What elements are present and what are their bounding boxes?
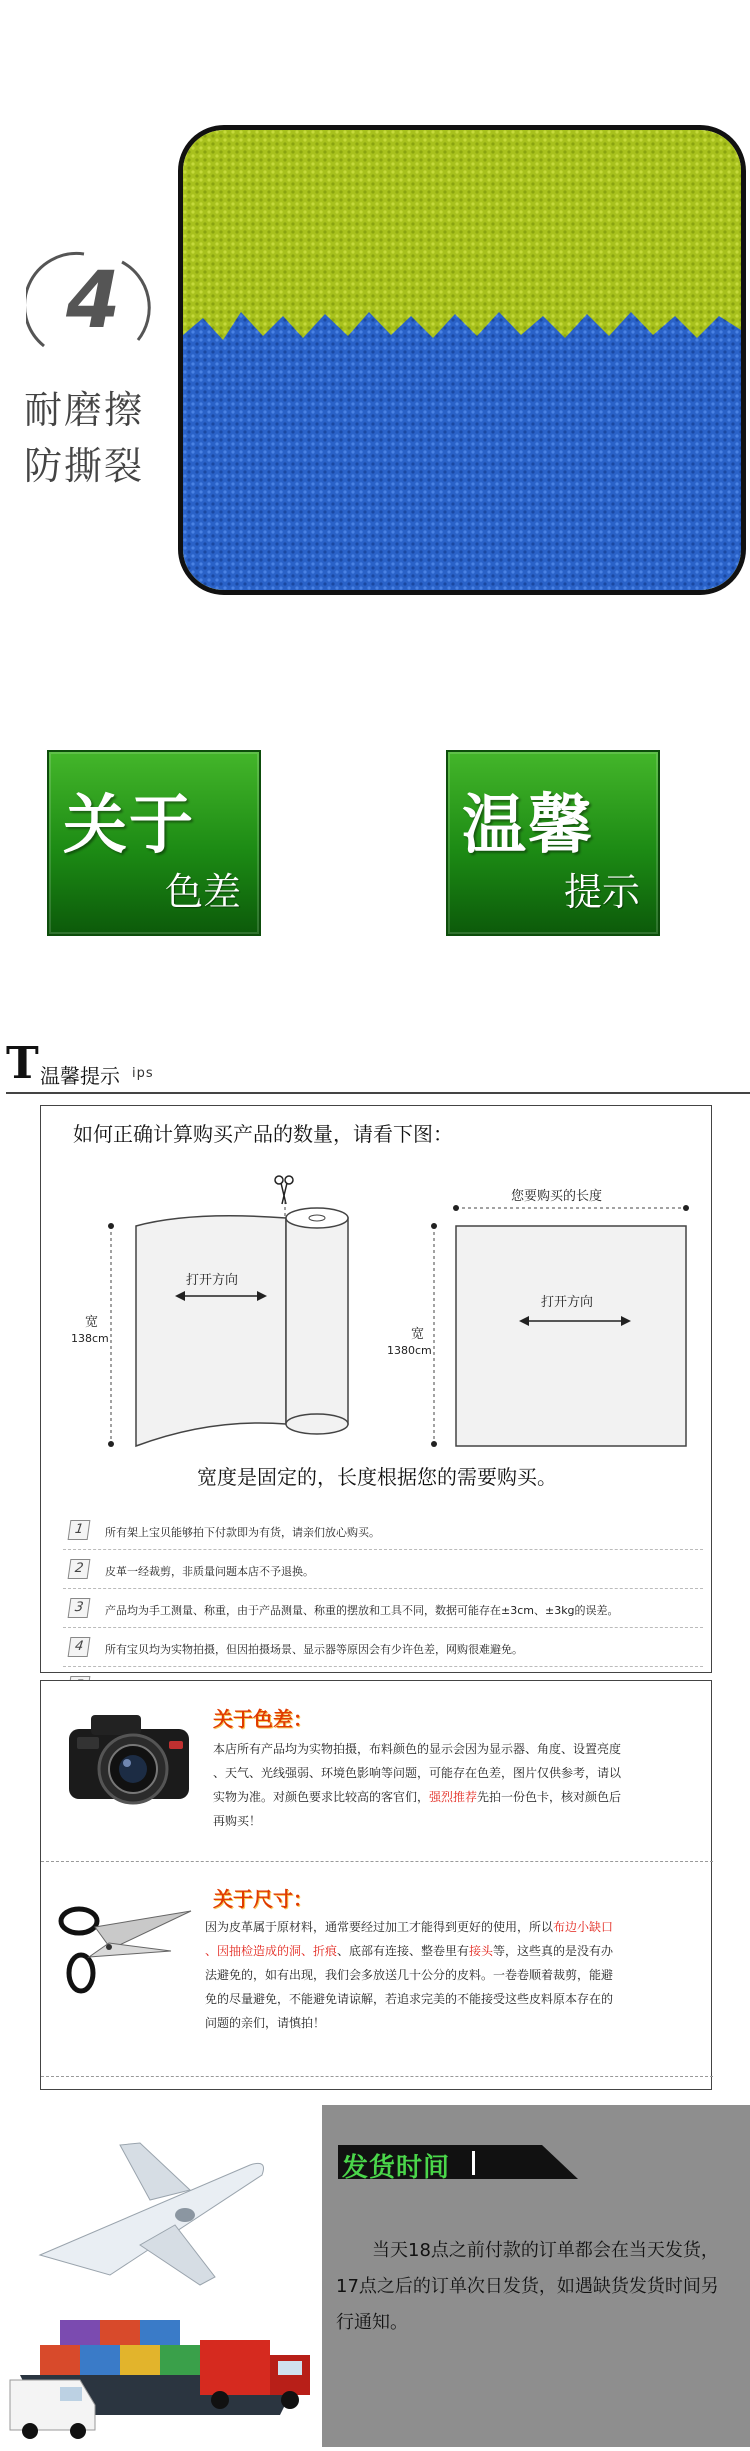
scissors-icon (51, 1891, 201, 2001)
width-label-right: 宽 (411, 1327, 425, 1342)
color-diff-banner-subtitle: 色差 (164, 870, 241, 914)
color-line-3b: 先拍一份色卡，核对颜色后 (477, 1790, 622, 1804)
color-section-title: 关于色差： (213, 1707, 313, 1731)
fabric-sample-image (178, 125, 746, 595)
color-line-3 (213, 1785, 703, 1809)
divider (6, 1092, 750, 1094)
measurement-question: 如何正确计算购买产品的数量，请看下图： (73, 1122, 453, 1146)
size-highlight-3: 接头 (469, 1944, 494, 1958)
strong-recommend-highlight: 强烈推荐 (429, 1790, 478, 1804)
shipping-section (0, 2105, 750, 2447)
title-cursor-decoration (472, 2151, 475, 2175)
feature-line-1: 耐磨擦 (24, 388, 145, 432)
divider (41, 1861, 713, 1862)
size-line-2c: 等，这些真的是没有办 (493, 1944, 614, 1958)
size-line-3: 法避免的，如有出现，我们会多放送几十公分的皮料。一卷卷顺着裁剪，能避 (205, 1968, 614, 1982)
size-line-1 (205, 1915, 705, 1939)
color-size-info-box (40, 1680, 712, 2090)
note-text: 皮革一经裁剪，非质量问题本店不予退换。 (105, 1565, 314, 1578)
airplane-icon (40, 2143, 264, 2285)
color-section-body (213, 1737, 703, 1833)
note-text: 所有架上宝贝能够拍下付款即为有货，请亲们放心购买。 (105, 1526, 380, 1539)
shipping-title: 发货时间 (342, 2153, 451, 2183)
list-item (63, 1633, 703, 1667)
width-value-right: 1380cm (387, 1344, 432, 1357)
van-icon (10, 2380, 95, 2439)
feature-number-badge (26, 250, 154, 362)
width-fixed-note: 宽度是固定的，长度根据您的需要购买。 (197, 1465, 557, 1489)
size-section-body (205, 1915, 705, 2035)
note-number: 3 (68, 1598, 91, 1618)
color-diff-banner (47, 750, 261, 936)
note-text: 产品均为手工测量、称重，由于产品测量、称重的摆放和工具不同，数据可能存在±3cm、±3kg的误差。 (105, 1604, 619, 1617)
list-item (63, 1594, 703, 1628)
width-label-left: 宽 (85, 1315, 99, 1330)
divider (41, 2076, 713, 2077)
camera-icon (61, 1701, 211, 1811)
size-line-2 (205, 1939, 705, 1963)
shipping-text: 当天18点之前付款的订单都会在当天发货，17点之后的订单次日发货，如遇缺货发货时间另行通知。 (336, 2240, 719, 2333)
open-direction-label-left: 打开方向 (186, 1273, 239, 1288)
tips-header-suffix: ips (132, 1066, 154, 1081)
shipping-illustration (0, 2105, 322, 2447)
length-label: 您要购买的长度 (511, 1189, 603, 1204)
color-line-2: 、天气、光线强弱、环境色影响等问题，可能存在色差，图片仅供参考，请以 (213, 1766, 622, 1780)
fabric-roll-diagram (41, 1156, 713, 1456)
feature-number: 4 (66, 256, 121, 346)
feature-description (24, 382, 164, 494)
size-section-title: 关于尺寸： (213, 1887, 313, 1911)
size-line-1a: 因为皮革属于原材料，通常要经过加工才能得到更好的使用，所以 (205, 1920, 554, 1934)
note-text: 所有宝贝均为实物拍摄，但因拍摄场景、显示器等原因会有少许色差，网购很难避免。 (105, 1643, 523, 1656)
tips-header-letter: T (6, 1038, 39, 1089)
note-number: 1 (68, 1520, 91, 1540)
tips-header-title: 温馨提示 (40, 1064, 120, 1088)
size-line-5: 问题的亲们，请慎拍！ (205, 2016, 326, 2030)
scissors-icon (275, 1176, 293, 1204)
tips-banner-subtitle: 提示 (563, 870, 640, 914)
color-line-1: 本店所有产品均为实物拍摄，布料颜色的显示会因为显示器、角度、设置亮度 (213, 1742, 622, 1756)
divider (63, 1588, 703, 1589)
note-number: 2 (68, 1559, 91, 1579)
color-line-4: 再购买！ (213, 1814, 262, 1828)
color-diff-banner-title: 关于 (63, 789, 195, 863)
tips-header (6, 1040, 750, 1090)
feature-line-2: 防撕裂 (24, 444, 145, 488)
list-item (63, 1555, 703, 1589)
size-highlight-2: 、因抽检造成的洞、折痕 (205, 1944, 338, 1958)
width-value-left: 138cm (71, 1332, 109, 1345)
divider (63, 1627, 703, 1628)
open-direction-label-right: 打开方向 (541, 1295, 594, 1310)
size-line-4: 免的尽量避免，不能避免请谅解，若追求完美的不能接受这些皮料原本存在的 (205, 1992, 614, 2006)
tips-banner (446, 750, 660, 936)
divider (63, 1666, 703, 1667)
divider (63, 1549, 703, 1550)
size-line-2b: 、底部有连接、整卷里有 (337, 1944, 470, 1958)
color-line-3a: 实物为准。对颜色要求比较高的客官们， (213, 1790, 430, 1804)
note-number: 4 (68, 1637, 91, 1657)
measurement-guide-box (40, 1105, 712, 1673)
tips-banner-title: 温馨 (462, 789, 594, 863)
size-highlight-1: 布边小缺口 (553, 1920, 614, 1934)
list-item (63, 1516, 703, 1550)
shipping-info-panel (322, 2105, 750, 2447)
